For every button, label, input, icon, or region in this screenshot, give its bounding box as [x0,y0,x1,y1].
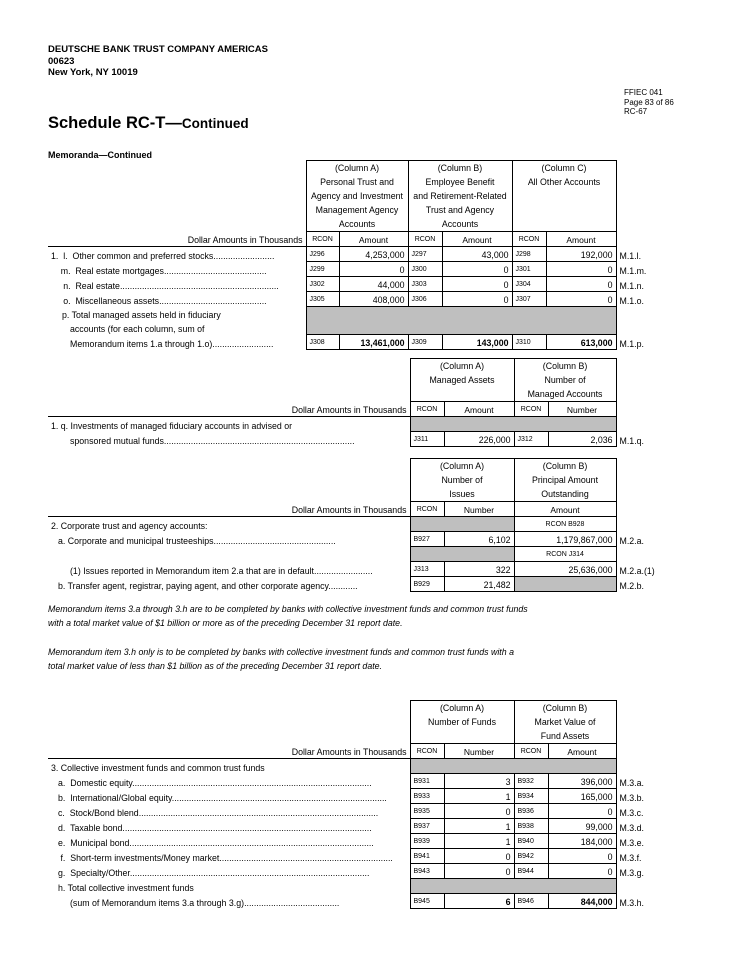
col-b-title: (Column B) [437,163,483,173]
row-label: g. Specialty/Other.................................................................................................. [58,867,370,878]
note-line: with a total market value of $1 billion or more as of the preceding December 31 report date. [48,618,403,628]
table-row [48,532,674,547]
amount-cell[interactable]: 0 [546,262,616,277]
amount-cell[interactable]: 844,000 [548,894,616,909]
collective-funds-table [48,700,674,909]
rcon-code: B933 [410,789,444,804]
col-a-header [410,459,514,502]
rcon-header: RCON [410,744,444,759]
bank-id: 00623 [48,55,75,67]
col-a-line1: Managed Assets [429,375,495,385]
title-dash: — [165,114,182,132]
amount-cell[interactable]: 0 [548,804,616,819]
rcon-code: B939 [410,834,444,849]
col-b-line2: Fund Assets [540,731,590,741]
rcon-code: J313 [410,562,444,577]
row-label: 3. Collective investment funds and common trust funds [51,762,265,773]
rcon-code: B943 [410,864,444,879]
row-label-text: 1. l. Other common and preferred stocks [51,250,214,261]
rcon-code: B938 [514,819,548,834]
col-b-line3: Trust and Agency [425,205,495,215]
shaded-cell [410,417,616,432]
rcon-code: B946 [514,894,548,909]
row-label: f. Short-term investments/Money market....................................................................... [58,852,393,863]
amount-cell[interactable]: 0 [442,277,512,292]
amount-cell[interactable]: 13,461,000 [339,335,408,350]
item-ref: M.3.g. [619,867,644,878]
number-cell[interactable]: 0 [444,864,514,879]
row-label: o. Miscellaneous assets............................................ [51,295,267,306]
number-cell[interactable]: 1 [444,819,514,834]
note-large-banks [48,602,668,630]
rcon-code: B929 [410,577,444,592]
row-label-text: (sum of Memorandum items 3.a through 3.g) [70,897,245,908]
rcon-code: J298 [512,247,546,262]
col-c-line1: All Other Accounts [527,177,601,187]
amount-cell[interactable]: 0 [546,277,616,292]
col-a-line1: Number of Funds [428,717,496,727]
amount-cell[interactable]: 408,000 [339,292,408,307]
managed-assets-table [48,160,674,350]
rcon-code: RCON J314 [514,547,616,562]
row-label-text: b. International/Global equity [58,792,172,803]
item-ref: M.3.e. [619,837,644,848]
amount-cell[interactable]: 0 [548,864,616,879]
number-header: Number [444,502,514,517]
rcon-code: J296 [306,247,339,262]
number-cell[interactable]: 0 [444,804,514,819]
note-line: total market value of less than $1 billion as of the preceding December 31 report date. [48,661,382,671]
item-ref: M.1.q. [619,435,644,446]
amount-cell[interactable]: 99,000 [548,819,616,834]
rcon-code: J311 [410,432,444,447]
row-label-text: Memorandum items 1.a through 1.o) [70,338,213,349]
row-label-text: n. Real estate [51,280,120,291]
rcon-code: B931 [410,774,444,789]
col-a-header [410,359,514,402]
rcon-code: J308 [306,335,339,350]
col-b-line2: Managed Accounts [527,389,603,399]
col-b-line2: Outstanding [541,489,589,499]
number-cell[interactable]: 3 [444,774,514,789]
row-label: 1. l. Other common and preferred stocks......................... [51,250,275,261]
shaded-cell [514,577,616,592]
item-ref: M.2.a.(1) [619,565,655,576]
amount-cell[interactable]: 165,000 [548,789,616,804]
rcon-header: RCON [408,232,442,247]
shaded-cell [306,307,616,335]
row-label-text: (1) Issues reported in Memorandum item 2.a that are in default [70,565,314,576]
table-row [48,335,674,350]
col-a-title: (Column A) [440,703,484,713]
row-label-text: d. Taxable bond [58,822,123,833]
col-b-header [514,701,616,744]
row-label: (sum of Memorandum items 3.a through 3.g)....................................... [70,897,340,908]
col-a-header [410,701,514,744]
rcon-code: J304 [512,277,546,292]
rcon-code: J312 [514,432,548,447]
rcon-code: J299 [306,262,339,277]
schedule-code: RC-67 [624,107,648,116]
rcon-code: J302 [306,277,339,292]
dollar-label: Dollar Amounts in Thousands [48,232,306,247]
rcon-code: B940 [514,834,548,849]
row-label-text: f. Short-term investments/Money market [58,852,220,863]
table-row [48,789,674,804]
number-cell[interactable]: 322 [444,562,514,577]
col-c-title: (Column C) [541,163,587,173]
shaded-cell [410,759,616,774]
table-row [48,864,674,879]
table-row [48,262,674,277]
row-label-text: o. Miscellaneous assets [51,295,160,306]
col-a-line3: Management Agency [315,205,399,215]
col-b-line1: Number of [544,375,586,385]
dollar-label: Dollar Amounts in Thousands [48,402,410,417]
amount-header: Amount [339,232,408,247]
item-ref: M.1.p. [619,338,644,349]
amount-header: Amount [514,502,616,517]
col-b-header [514,359,616,402]
number-cell[interactable]: 0 [444,849,514,864]
row-label: a. Corporate and municipal trusteeships.................................................. [58,535,336,546]
row-label: sponsored mutual funds.............................................................................. [70,435,355,446]
amount-cell[interactable]: 0 [442,262,512,277]
table-row [48,834,674,849]
bank-city: New York, NY 10019 [48,67,138,78]
amount-cell[interactable]: 0 [546,292,616,307]
item-ref: M.1.o. [619,295,644,306]
table-row [48,292,674,307]
row-label: 2. Corporate trust and agency accounts: [51,520,208,531]
rcon-header: RCON [410,502,444,517]
amount-cell[interactable]: 396,000 [548,774,616,789]
amount-cell[interactable]: 44,000 [339,277,408,292]
rcon-header: RCON [512,232,546,247]
item-ref: M.1.l. [619,250,642,261]
rcon-header: RCON [514,744,548,759]
amount-header: Amount [444,402,514,417]
rcon-code: B934 [514,789,548,804]
amount-header: Amount [442,232,512,247]
table-row [48,894,674,909]
rcon-code: J301 [512,262,546,277]
col-b-line2: and Retirement-Related [413,191,507,201]
form-number: FFIEC 041 [624,88,663,97]
number-cell[interactable]: 2,036 [548,432,616,447]
col-a-line1: Personal Trust and [320,177,394,187]
amount-cell[interactable]: 4,253,000 [339,247,408,262]
amount-cell[interactable]: 1,179,867,000 [514,532,616,547]
item-ref: M.3.a. [619,777,644,788]
amount-cell[interactable]: 0 [339,262,408,277]
table-row [48,432,674,447]
rcon-code: B932 [514,774,548,789]
row-label-text: a. Domestic equity [58,777,133,788]
amount-cell[interactable]: 226,000 [444,432,514,447]
table-row [48,247,674,262]
page-number: Page 83 of 86 [624,97,674,107]
col-b-title: (Column B) [542,361,588,371]
rcon-code: B927 [410,532,444,547]
amount-cell[interactable]: 0 [548,849,616,864]
row-label-text: sponsored mutual funds [70,435,164,446]
rcon-code: J305 [306,292,339,307]
table-row [48,804,674,819]
rcon-code: J309 [408,335,442,350]
shaded-cell [410,547,514,562]
table-row [48,819,674,834]
number-cell[interactable]: 21,482 [444,577,514,592]
col-b-line1: Employee Benefit [425,177,495,187]
rcon-code: J297 [408,247,442,262]
row-label: b. International/Global equity........................................................................................ [58,792,387,803]
dollar-label: Dollar Amounts in Thousands [48,502,410,517]
amount-cell[interactable]: 613,000 [546,335,616,350]
row-label: e. Municipal bond.................................................................................................... [58,837,374,848]
item-ref: M.3.b. [619,792,644,803]
col-b-title: (Column B) [542,703,588,713]
col-a-line1: Number of [441,475,483,485]
row-label-text: c. Stock/Bond blend [58,807,139,818]
rcon-code: J307 [512,292,546,307]
col-b-line1: Principal Amount [532,475,599,485]
col-c-header [512,161,616,232]
table-row [48,577,674,592]
row-label-text: a. Corporate and municipal trusteeships [58,535,214,546]
title-continued: Continued [181,116,249,131]
table-row [48,277,674,292]
amount-cell[interactable]: 143,000 [442,335,512,350]
table-row [48,562,674,577]
amount-cell[interactable]: 25,636,000 [514,562,616,577]
row-label: 1. q. Investments of managed fiduciary accounts in advised or [51,420,293,431]
row-label: d. Taxable bond...................................................................................................... [58,822,372,833]
row-label-text: e. Municipal bond [58,837,130,848]
rcon-code: RCON B928 [514,517,616,532]
item-ref: M.1.n. [619,280,644,291]
bank-header [48,44,268,79]
rcon-code: B944 [514,864,548,879]
rcon-header: RCON [306,232,339,247]
row-label-text: b. Transfer agent, registrar, paying agent, and other corporate agency [58,580,329,591]
mutual-funds-table [48,358,674,447]
number-cell[interactable]: 1 [444,789,514,804]
col-b-title: (Column B) [542,461,588,471]
number-cell[interactable]: 1 [444,834,514,849]
col-b-header [514,459,616,502]
rcon-code: B935 [410,804,444,819]
row-label: Memorandum items 1.a through 1.o)......................... [70,338,274,349]
rcon-code: B937 [410,819,444,834]
row-label-text: g. Specialty/Other [58,867,130,878]
item-ref: M.3.c. [619,807,644,818]
col-a-title: (Column A) [335,163,379,173]
rcon-code: J303 [408,277,442,292]
row-label: h. Total collective investment funds [58,882,194,893]
col-a-title: (Column A) [440,461,484,471]
row-label-text: m. Real estate mortgages [51,265,164,276]
row-label: a. Domestic equity.................................................................................................. [58,777,372,788]
row-label: m. Real estate mortgages.......................................... [51,265,267,276]
rcon-code: B942 [514,849,548,864]
rcon-code: J310 [512,335,546,350]
col-a-header [306,161,408,232]
note-small-banks [48,645,668,673]
item-ref: M.3.d. [619,822,644,833]
number-header: Number [548,402,616,417]
col-a-line2: Issues [449,489,475,499]
page-title [48,114,249,133]
rcon-header: RCON [410,402,444,417]
col-b-line1: Market Value of [534,717,596,727]
table-row [48,774,674,789]
amount-header: Amount [548,744,616,759]
item-ref: M.3.h. [619,897,644,908]
number-cell[interactable]: 6,102 [444,532,514,547]
row-label: b. Transfer agent, registrar, paying agent, and other corporate agency............ [58,580,358,591]
amount-cell[interactable]: 184,000 [548,834,616,849]
rcon-code: B941 [410,849,444,864]
col-a-line2: Agency and Investment [311,191,403,201]
item-ref: M.3.f. [619,852,642,863]
memoranda-heading: Memoranda—Continued [48,150,153,160]
number-cell[interactable]: 6 [444,894,514,909]
shaded-cell [410,517,514,532]
col-a-line4: Accounts [338,219,376,229]
rcon-code: B945 [410,894,444,909]
shaded-cell [410,879,616,894]
rcon-code: J306 [408,292,442,307]
amount-cell[interactable]: 192,000 [546,247,616,262]
row-label: (1) Issues reported in Memorandum item 2.a that are in default........................ [70,565,373,576]
number-header: Number [444,744,514,759]
row-label: n. Real estate................................................................. [51,280,279,291]
rcon-code: J300 [408,262,442,277]
row-label: c. Stock/Bond blend.................................................................................................. [58,807,379,818]
col-b-line4: Accounts [441,219,479,229]
amount-cell[interactable]: 43,000 [442,247,512,262]
rcon-code: B936 [514,804,548,819]
note-line: Memorandum item 3.h only is to be completed by banks with collective investment funds and common trust funds with a [48,647,514,657]
bank-name: DEUTSCHE BANK TRUST COMPANY AMERICAS [48,44,268,55]
title-main: Schedule RC-T [48,114,166,132]
amount-header: Amount [546,232,616,247]
rcon-header: RCON [514,402,548,417]
col-a-title: (Column A) [440,361,484,371]
dollar-label: Dollar Amounts in Thousands [48,744,410,759]
item-ref: M.2.b. [619,580,644,591]
col-b-header [408,161,512,232]
row-label: accounts (for each column, sum of [70,323,205,334]
item-ref: M.2.a. [619,535,644,546]
table-row [48,849,674,864]
note-line: Memorandum items 3.a through 3.h are to be completed by banks with collective investment funds and common trust funds [48,604,528,614]
item-ref: M.1.m. [619,265,647,276]
row-label: p. Total managed assets held in fiduciary [62,309,221,320]
corporate-trust-table [48,458,674,592]
form-info [624,88,674,117]
amount-cell[interactable]: 0 [442,292,512,307]
